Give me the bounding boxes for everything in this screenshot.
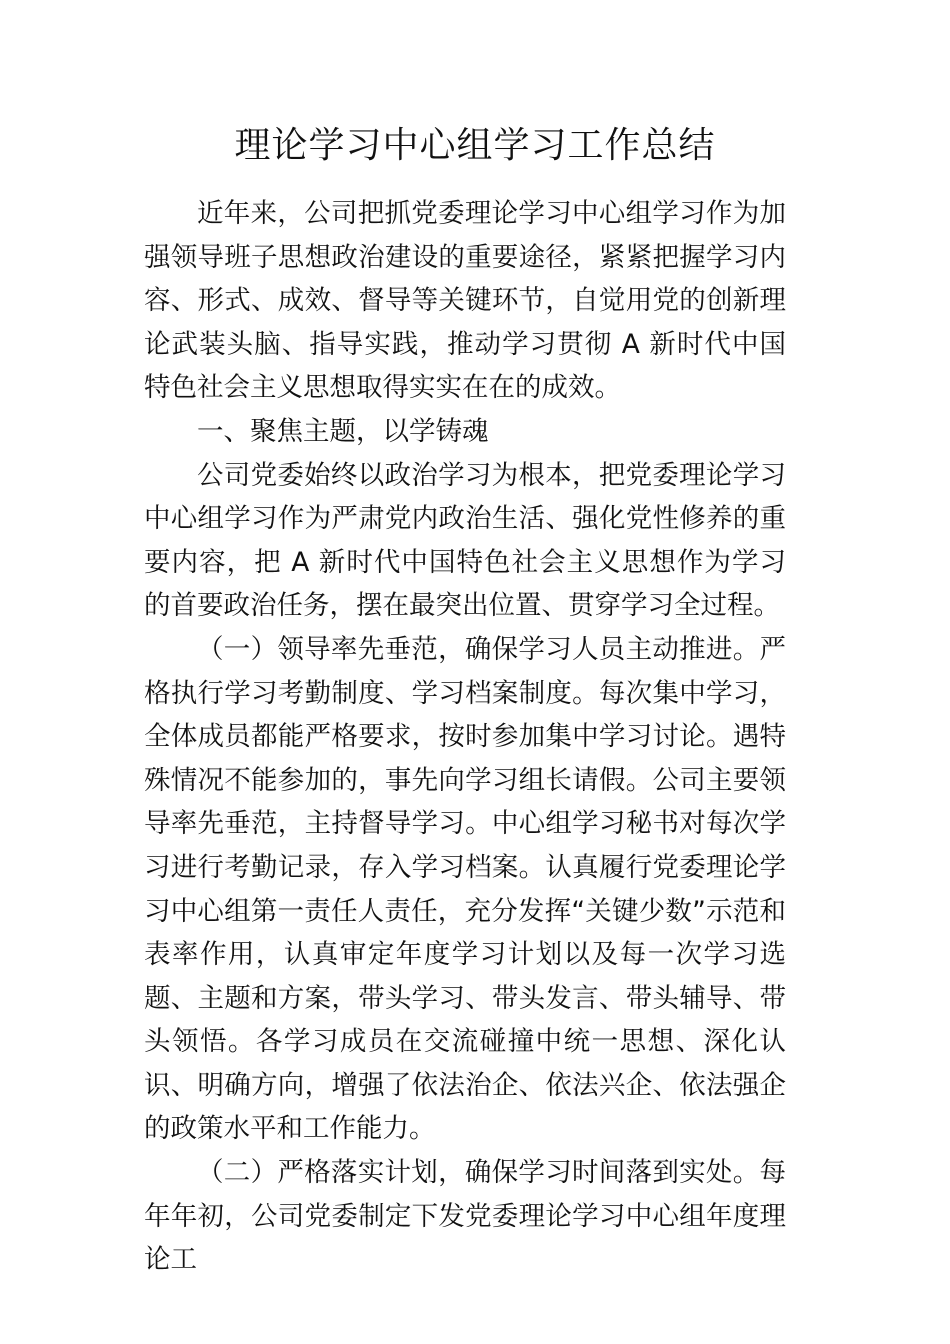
paragraph-section-1: 公司党委始终以政治学习为根本，把党委理论学习中心组学习作为严肃党内政治生活、强化党性修养的重要内容，把 A 新时代中国特色社会主义思想作为学习的首要政治任务，摆在最突出位置、贯穿学习全过程。 — [144, 459, 786, 622]
document-body — [144, 192, 786, 1282]
paragraph-subsection-1: （一）领导率先垂范，确保学习人员主动推进。严格执行学习考勤制度、学习档案制度。每次集中学习，全体成员都能严格要求，按时参加集中学习讨论。遇特殊情况不能参加的，事先向学习组长请假。公司主要领导率先垂范，主持督导学习。中心组学习秘书对每次学习进行考勤记录，存入学习档案。认真履行党委理论学习中心组第一责任人责任，充分发挥“关键少数”示范和表率作用，认真审定年度学习计划以及每一次学习选题、主题和方案，带头学习、带头发言、带头辅导、带头领悟。各学习成员在交流碰撞中统一思想、深化认识、明确方向，增强了依法治企、依法兴企、依法强企的政策水平和工作能力。 — [144, 633, 786, 1145]
document-title: 理论学习中心组学习工作总结 — [234, 125, 716, 166]
paragraph-subsection-2: （二）严格落实计划，确保学习时间落到实处。每年年初，公司党委制定下发党委理论学习中心组年度理论工 — [144, 1157, 786, 1276]
section-heading-1: 一、聚焦主题，以学铸魂 — [197, 415, 489, 447]
paragraph-intro: 近年来，公司把抓党委理论学习中心组学习作为加强领导班子思想政治建设的重要途径，紧紧把握学习内容、形式、成效、督导等关键环节，自觉用党的创新理论武装头脑、指导实践，推动学习贯彻 A 新时代中国特色社会主义思想取得实实在在的成效。 — [144, 198, 786, 404]
